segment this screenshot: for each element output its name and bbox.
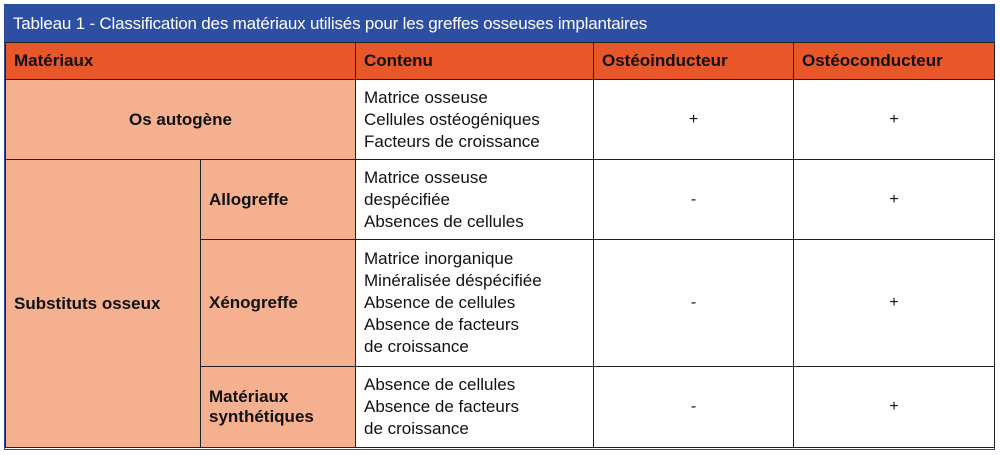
table-frame [4, 4, 995, 450]
header-osteoconducteur: Ostéoconducteur [794, 43, 995, 80]
content-line: Matrice inorganique [364, 249, 514, 268]
cell-osteoinducteur: + [594, 80, 794, 160]
content-line: Cellules ostéogéniques [364, 109, 540, 129]
cell-osteoinducteur: - [594, 240, 794, 367]
content-line: Absences de cellules [364, 211, 524, 231]
content-line: Matrice osseuse [364, 87, 488, 107]
cell-osteoconducteur: + [794, 160, 995, 240]
row-label-allogreffe: Allogreffe [201, 160, 356, 240]
row-label-os-autogene: Os autogène [6, 80, 356, 160]
cell-contenu [356, 367, 594, 448]
table-title: Tableau 1 - Classification des matériaux utilisés pour les greffes osseuses implantaires [5, 5, 994, 42]
row-label-substituts-osseux: Substituts osseux [6, 160, 201, 448]
cell-contenu [356, 160, 594, 240]
content-line: Absence de facteurs [364, 315, 519, 334]
cell-osteoinducteur: - [594, 160, 794, 240]
content-line: Absence de cellules [364, 375, 516, 394]
cell-osteoinducteur: - [594, 367, 794, 448]
content-line: despécifiée [364, 189, 451, 209]
header-osteoinducteur: Ostéoinducteur [594, 43, 794, 80]
label-line: synthétiques [209, 407, 314, 426]
cell-osteoconducteur: + [794, 367, 995, 448]
row-label-xenogreffe: Xénogreffe [201, 240, 356, 367]
content-line: Absence de cellules [364, 293, 516, 312]
cell-osteoconducteur: + [794, 80, 995, 160]
cell-contenu [356, 240, 594, 367]
cell-osteoconducteur: + [794, 240, 995, 367]
header-contenu: Contenu [356, 43, 594, 80]
content-line: Absence de facteurs [364, 397, 519, 416]
header-row [6, 43, 995, 80]
label-line: Matériaux [209, 387, 289, 406]
content-line: Matrice osseuse [364, 167, 488, 187]
content-line: Minéralisée déspécifiée [364, 271, 542, 290]
classification-table [5, 42, 995, 448]
row-label-materiaux-synthetiques [201, 367, 356, 448]
table-row [6, 80, 995, 160]
cell-contenu [356, 80, 594, 160]
table-row [6, 160, 995, 240]
content-line: Facteurs de croissance [364, 131, 540, 151]
content-line: de croissance [364, 419, 469, 438]
content-line: de croissance [364, 337, 469, 356]
header-materiaux: Matériaux [6, 43, 356, 80]
